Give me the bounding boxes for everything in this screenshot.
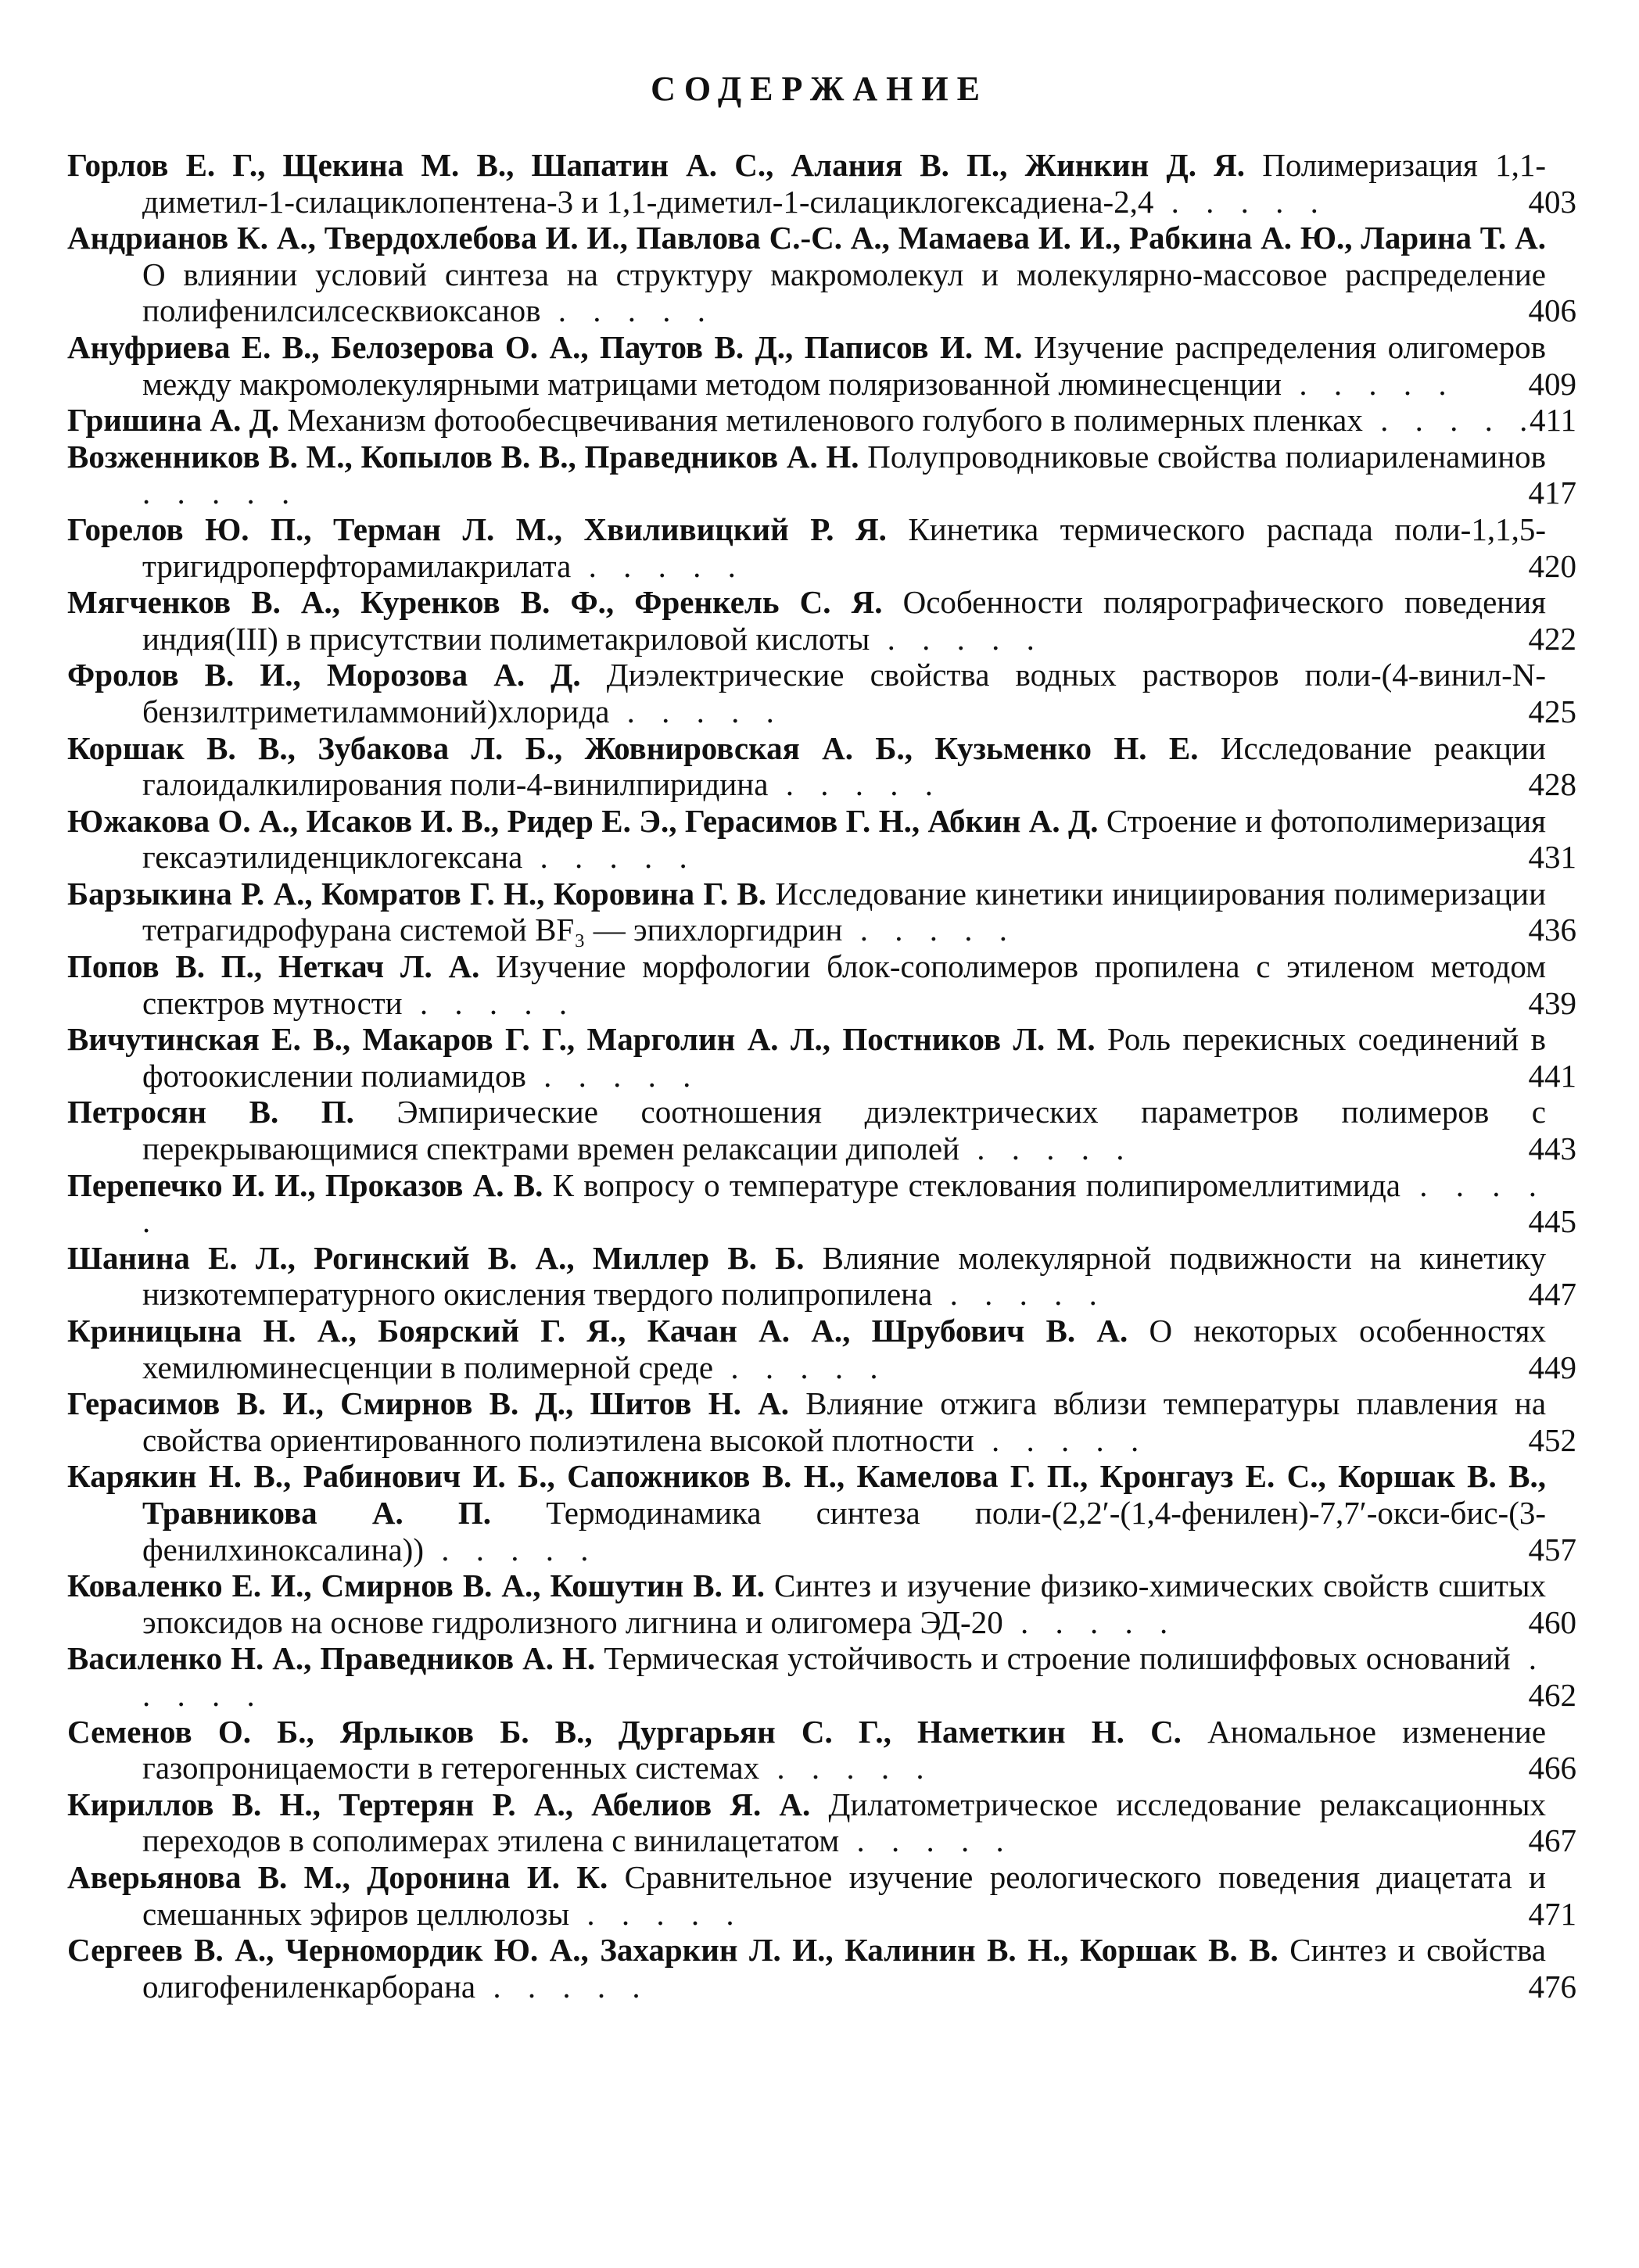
toc-entry-page: 420: [1528, 547, 1576, 584]
toc-entry-title: Влияние молекулярной подвижности на кинетику низкотемпературного окисления твердого полипропилена: [142, 1239, 1546, 1313]
toc-entry-page: 476: [1528, 1968, 1576, 2005]
toc-entry-page: 445: [1528, 1203, 1576, 1240]
toc-entry-text: [67, 511, 1546, 584]
toc-entry-page: 425: [1528, 693, 1576, 729]
toc-entry-page: 409: [1528, 365, 1576, 402]
toc-entry-page: 428: [1528, 766, 1576, 803]
toc-entry-title: Термическая устойчивость и строение полишиффовых оснований: [604, 1640, 1511, 1677]
toc-entry: [67, 147, 1576, 220]
toc-entry: [67, 220, 1576, 329]
toc-entry-page: 436: [1528, 912, 1576, 948]
toc-entry-title: Изучение морфологии блок-сополимеров пропилена с этиленом методом спектров мутности: [142, 948, 1546, 1021]
leader-dots: . . . . .: [1002, 1603, 1178, 1640]
toc-entry-authors: Карякин Н. В., Рабинович И. Б., Сапожников В. Н., Камелова Г. П., Кронгауз Е. С., Коршак В. В., Травникова А. П.: [67, 1458, 1546, 1531]
toc-entry-text: [67, 1568, 1546, 1640]
toc-entry-text: [67, 1313, 1546, 1385]
toc-entry-authors: Гришина А. Д.: [67, 402, 280, 439]
toc-entry-authors: Ануфриева Е. В., Белозерова О. А., Паутов В. Д., Паписов И. М.: [67, 328, 1023, 365]
toc-entry-page: 441: [1528, 1057, 1576, 1094]
leader-dots: . . . . .: [759, 1750, 934, 1786]
toc-entry-page: 457: [1528, 1531, 1576, 1568]
leader-dots: . . . . .: [713, 1349, 888, 1385]
toc-entry-authors: Кириллов В. Н., Тертерян Р. А., Абелиов Я. А.: [67, 1786, 811, 1822]
toc-entry-text: [67, 876, 1546, 948]
toc-entry-title: Механизм фотообесцвечивания метиленового голубого в полимерных пленках: [287, 402, 1363, 439]
toc-entry-authors: Сергеев В. А., Черномордик Ю. А., Захаркин Л. И., Калинин В. Н., Коршак В. В.: [67, 1932, 1279, 1969]
toc-entry: [67, 511, 1576, 584]
toc-entry-title: Изучение распределения олигомеров между макромолекулярными матрицами методом поляризованной люминесценции: [142, 328, 1546, 402]
leader-dots: . . . . .: [1362, 402, 1537, 439]
toc-entry-authors: Фролов В. И., Морозова А. Д.: [67, 657, 581, 693]
toc-entry-title: Влияние отжига вблизи температуры плавления на свойства ориентированного полиэтилена высокой плотности: [142, 1385, 1546, 1458]
toc-entry-title: Сравнительное изучение реологического поведения диацетата и смешанных эфиров целлюлозы: [142, 1858, 1546, 1932]
toc-entry-text: [67, 1094, 1546, 1166]
toc-entry-authors: Семенов О. Б., Ярлыков Б. В., Дургарьян С. Г., Наметкин Н. С.: [67, 1713, 1182, 1750]
toc-entry: [67, 1094, 1576, 1166]
leader-dots: . . . . .: [571, 547, 745, 584]
toc-entry-page: 417: [1528, 475, 1576, 511]
toc-entry-title: Эмпирические соотношения диэлектрических параметров полимеров с перекрывающимися спектрами времен релаксации диполей: [142, 1094, 1546, 1167]
toc-entry-page: 460: [1528, 1603, 1576, 1640]
toc-entry-text: [67, 1786, 1546, 1859]
toc-entry: [67, 1167, 1576, 1240]
toc-entry: [67, 402, 1576, 439]
toc-entry-authors: Герасимов В. И., Смирнов В. Д., Шитов Н. А.: [67, 1385, 789, 1422]
toc-entry-authors: Коршак В. В., Зубакова Л. Б., Жовнировская А. Б., Кузьменко Н. Е.: [67, 729, 1199, 766]
table-of-contents: [67, 147, 1576, 2005]
leader-dots: . . . . .: [1153, 183, 1328, 220]
toc-entry-text: [67, 329, 1546, 402]
leader-dots: . . . . .: [525, 1057, 701, 1094]
toc-entry-authors: Шанина Е. Л., Рогинский В. А., Миллер В. Б.: [67, 1239, 805, 1276]
toc-entry-page: 431: [1528, 839, 1576, 876]
toc-entry-authors: Василенко Н. А., Праведников А. Н.: [67, 1640, 596, 1677]
toc-entry: [67, 730, 1576, 803]
toc-entry-title: О некоторых особенностях хемилюминесценции в полимерной среде: [142, 1313, 1546, 1385]
toc-entry: [67, 1714, 1576, 1786]
toc-entry-authors: Перепечко И. И., Проказов А. В.: [67, 1166, 543, 1203]
toc-entry: [67, 948, 1576, 1021]
leader-dots: . . . . .: [142, 1166, 1546, 1240]
leader-dots: . . . . .: [870, 620, 1044, 657]
toc-entry-title: Дилатометрическое исследование релаксационных переходов в сополимерах этилена с винилацетатом: [142, 1786, 1546, 1859]
toc-entry-authors: Аверьянова В. М., Доронина И. К.: [67, 1858, 608, 1895]
toc-entry: [67, 1859, 1576, 1932]
toc-entry-page: 443: [1528, 1130, 1576, 1167]
toc-entry-text: [67, 1932, 1546, 2005]
toc-entry-title: К вопросу о температуре стеклования полипиромеллитимида: [552, 1166, 1401, 1203]
page-title: СОДЕРЖАНИЕ: [651, 70, 988, 108]
toc-entry-authors: Горелов Ю. П., Терман Л. М., Хвиливицкий Р. Я.: [67, 511, 887, 547]
toc-entry-title: Синтез и свойства олигофениленкарборана: [142, 1932, 1546, 2005]
toc-entry: [67, 1313, 1576, 1385]
toc-entry: [67, 1385, 1576, 1458]
leader-dots: . . . . .: [768, 766, 942, 803]
toc-entry-authors: Криницына Н. А., Боярский Г. Я., Качан А. А., Шрубович В. А.: [67, 1313, 1128, 1349]
toc-entry-authors: Коваленко Е. И., Смирнов В. А., Кошутин В. И.: [67, 1568, 766, 1604]
toc-entry-text: [67, 1640, 1546, 1713]
toc-entry-text: [67, 948, 1546, 1021]
leader-dots: . . . . .: [974, 1421, 1149, 1458]
toc-entry: [67, 329, 1576, 402]
leader-dots: . . . . .: [540, 292, 715, 329]
leader-dots: . . . . .: [142, 475, 299, 511]
toc-entry-page: 471: [1528, 1895, 1576, 1932]
toc-entry-text: [67, 1385, 1546, 1458]
toc-entry-text: [67, 439, 1546, 511]
toc-entry-text: [67, 803, 1546, 876]
toc-entry-text: [67, 147, 1546, 220]
toc-entry-title: Кинетика термического распада поли-1,1,5-тригидроперфторамилакрилата: [142, 511, 1546, 584]
toc-entry-authors: Вичутинская Е. В., Макаров Г. Г., Марголин А. Л., Постников Л. М.: [67, 1021, 1096, 1058]
toc-entry: [67, 584, 1576, 657]
toc-entry-authors: Мягченков В. А., Куренков В. Ф., Френкель С. Я.: [67, 584, 883, 621]
toc-entry-title: Синтез и изучение физико-химических свойств сшитых эпоксидов на основе гидролизного лигнина и олигомера ЭД-20: [142, 1568, 1546, 1640]
toc-entry-title: Полупроводниковые свойства полиариленаминов: [867, 438, 1546, 475]
toc-entry: [67, 1458, 1576, 1568]
toc-entry-authors: Горлов Е. Г., Щекина М. В., Шапатин А. С., Алания В. П., Жинкин Д. Я.: [67, 147, 1246, 183]
toc-entry-text: [67, 1167, 1546, 1240]
toc-entry-text: [67, 730, 1546, 803]
toc-entry-text: [67, 657, 1546, 729]
leader-dots: . . . . .: [932, 1276, 1106, 1313]
toc-entry-title: Полимеризация 1,1-диметил-1-силациклопентена-3 и 1,1-диметил-1-силациклогексадиена-2,4: [142, 147, 1546, 220]
toc-entry-authors: Петросян В. П.: [67, 1094, 354, 1130]
toc-entry: [67, 803, 1576, 876]
toc-entry-page: 449: [1528, 1349, 1576, 1385]
toc-entry: [67, 876, 1576, 948]
toc-entry-page: 466: [1528, 1750, 1576, 1786]
toc-entry-authors: Попов В. П., Неткач Л. А.: [67, 948, 480, 985]
toc-entry-title: Термодинамика синтеза поли-(2,2′-(1,4-фенилен)-7,7′-окси-бис-(3-фенилхиноксалина)): [142, 1494, 1546, 1568]
leader-dots: . . . . .: [1282, 365, 1456, 402]
toc-entry: [67, 439, 1576, 511]
leader-dots: . . . . .: [475, 1968, 650, 2005]
leader-dots: . . . . .: [842, 912, 1017, 948]
toc-entry-title: О влиянии условий синтеза на структуру макромолекул и молекулярно-массовое распределение полифенилсилсесквиоксанов: [142, 256, 1546, 329]
toc-entry-text: [67, 584, 1546, 657]
toc-entry-page: 462: [1528, 1676, 1576, 1713]
toc-entry-page: 439: [1528, 984, 1576, 1021]
toc-entry-title: Исследование кинетики инициирования полимеризации тетрагидрофурана системой BF₃ — эпихлоргидрин: [142, 875, 1546, 948]
toc-entry-title: Строение и фотополимеризация гексаэтилиденциклогексана: [142, 802, 1546, 876]
toc-entry: [67, 1932, 1576, 2005]
toc-entry-page: 447: [1528, 1276, 1576, 1313]
toc-entry-page: 411: [1530, 402, 1576, 439]
toc-entry: [67, 1021, 1576, 1094]
toc-entry: [67, 1568, 1576, 1640]
toc-entry-authors: Возженников В. М., Копылов В. В., Праведников А. Н.: [67, 438, 859, 475]
toc-entry-page: 406: [1528, 292, 1576, 329]
toc-entry: [67, 657, 1576, 729]
toc-entry-text: [67, 402, 1546, 439]
toc-entry-text: [67, 1021, 1546, 1094]
toc-entry: [67, 1640, 1576, 1713]
leader-dots: . . . . .: [609, 693, 784, 729]
leader-dots: . . . . .: [959, 1130, 1134, 1167]
toc-entry-page: 452: [1528, 1421, 1576, 1458]
leader-dots: . . . . .: [402, 984, 577, 1021]
toc-entry: [67, 1240, 1576, 1313]
leader-dots: . . . . .: [839, 1822, 1013, 1859]
leader-dots: . . . . .: [569, 1895, 744, 1932]
toc-entry-title: Диэлектрические свойства водных растворов поли-(4-винил-N-бензилтриметиламмоний)хлорида: [142, 657, 1546, 729]
toc-entry-text: [67, 1714, 1546, 1786]
toc-entry-authors: Южакова О. А., Исаков И. В., Ридер Е. Э., Герасимов Г. Н., Абкин А. Д.: [67, 802, 1099, 839]
toc-entry: [67, 1786, 1576, 1859]
leader-dots: . . . . .: [424, 1531, 598, 1568]
toc-entry-title: Аномальное изменение газопроницаемости в гетерогенных системах: [142, 1713, 1546, 1786]
toc-entry-authors: Барзыкина Р. А., Комратов Г. Н., Коровина Г. В.: [67, 875, 766, 912]
toc-entry-page: 422: [1528, 620, 1576, 657]
toc-entry-text: [67, 220, 1546, 329]
leader-dots: . . . . .: [522, 839, 697, 876]
toc-entry-text: [67, 1240, 1546, 1313]
toc-entry-text: [67, 1458, 1546, 1568]
toc-entry-page: 467: [1528, 1822, 1576, 1859]
toc-entry-title: Особенности полярографического поведения индия(III) в присутствии полиметакриловой кислоты: [142, 584, 1546, 657]
toc-entry-title: Роль перекисных соединений в фотоокислении полиамидов: [142, 1021, 1546, 1094]
toc-entry-title: Исследование реакции галоидалкилирования поли-4-винилпиридина: [142, 729, 1546, 803]
leader-dots: . . . . .: [142, 1640, 1546, 1713]
toc-entry-authors: Андрианов К. А., Твердохлебова И. И., Павлова С.-С. А., Мамаева И. И., Рабкина А. Ю., Ларина Т. А.: [67, 220, 1546, 256]
toc-entry-page: 403: [1528, 183, 1576, 220]
toc-entry-text: [67, 1859, 1546, 1932]
